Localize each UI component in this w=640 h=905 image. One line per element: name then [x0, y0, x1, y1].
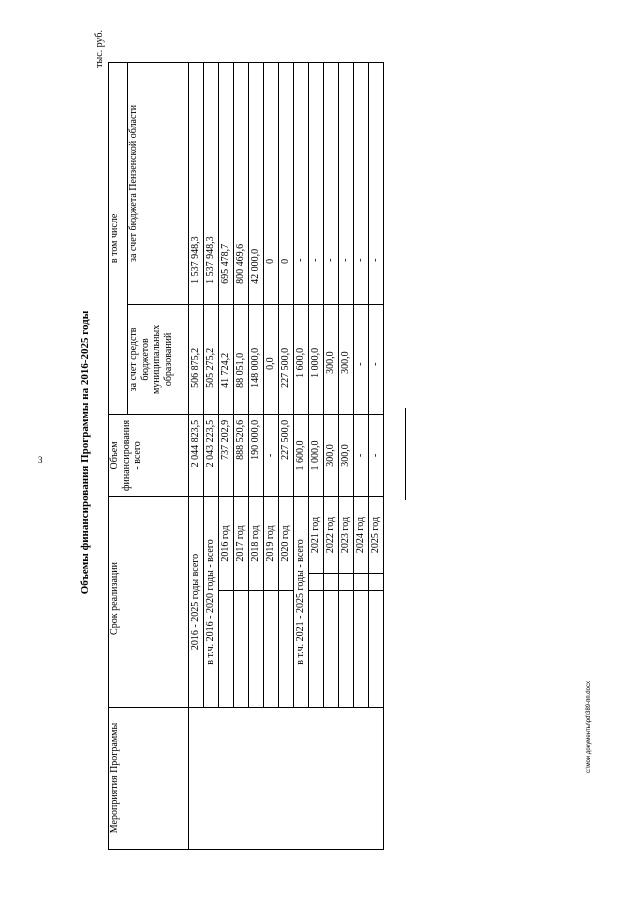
municipal-cell: 227 500,0: [279, 304, 294, 414]
municipal-cell: -: [354, 304, 369, 414]
municipal-cell: -: [369, 304, 384, 414]
total-cell: 300,0: [339, 414, 354, 496]
total-cell: -: [354, 414, 369, 496]
total-cell: -: [264, 414, 279, 496]
regional-cell: -: [369, 62, 384, 304]
total-cell: -: [369, 414, 384, 496]
municipal-cell: 88 051,0: [234, 304, 249, 414]
table-header-row: [109, 62, 128, 849]
term-cell: 2023 год: [339, 497, 354, 574]
term-cell: в т.ч. 2021 - 2025 годы - всего: [294, 497, 309, 708]
term-cell: в т.ч. 2016 - 2020 годы - всего: [204, 497, 219, 708]
total-cell: 2 044 823,5: [189, 414, 204, 496]
regional-cell: -: [354, 62, 369, 304]
term-cell: 2025 год: [369, 497, 384, 574]
header-including: в том числе: [109, 62, 128, 414]
term-cell: 2020 год: [279, 497, 294, 591]
regional-cell: 0: [279, 62, 294, 304]
activity-cell: [189, 708, 384, 850]
total-cell: 1 600,0: [294, 414, 309, 496]
term-cell: 2016 - 2025 годы всего: [189, 497, 204, 708]
municipal-cell: 0,0: [264, 304, 279, 414]
term-cell: 2016 год: [219, 497, 234, 591]
financing-table: [108, 62, 384, 850]
header-municipal: за счет средств бюджетов муниципальных образований: [128, 304, 189, 414]
municipal-cell: 1 600,0: [294, 304, 309, 414]
term-cell: 2017 год: [234, 497, 249, 591]
municipal-cell: 148 000,0: [249, 304, 264, 414]
total-cell: 2 043 223,5: [204, 414, 219, 496]
header-activity: Мероприятия Программы: [109, 708, 189, 850]
regional-cell: 42 000,0: [249, 62, 264, 304]
total-cell: 227 500,0: [279, 414, 294, 496]
header-total: Объем финансирования - всего: [109, 414, 189, 496]
municipal-cell: 300,0: [324, 304, 339, 414]
regional-cell: 695 478,7: [219, 62, 234, 304]
page-number: 3: [38, 455, 43, 465]
regional-cell: 1 537 948,3: [204, 62, 219, 304]
regional-cell: -: [309, 62, 324, 304]
header-regional: за счет бюджета Пензенской области: [128, 62, 189, 304]
table-row: [189, 62, 204, 849]
total-cell: 190 000,0: [249, 414, 264, 496]
regional-cell: 800 469,6: [234, 62, 249, 304]
term-cell: 2024 год: [354, 497, 369, 574]
regional-cell: 0: [264, 62, 279, 304]
municipal-cell: 506 875,2: [189, 304, 204, 414]
units-label: тыс. руб.: [94, 30, 105, 68]
regional-cell: 1 537 948,3: [189, 62, 204, 304]
municipal-cell: 505 275,2: [204, 304, 219, 414]
total-cell: 1 000,0: [309, 414, 324, 496]
total-cell: 737 202,9: [219, 414, 234, 496]
footer-file-path: c:\мои документы\рd\389-пп.docx: [586, 681, 592, 773]
regional-cell: -: [339, 62, 354, 304]
term-cell: 2019 год: [264, 497, 279, 591]
total-cell: 888 520,6: [234, 414, 249, 496]
municipal-cell: 300,0: [339, 304, 354, 414]
term-cell: 2022 год: [324, 497, 339, 574]
term-cell: 2018 год: [249, 497, 264, 591]
regional-cell: -: [294, 62, 309, 304]
municipal-cell: 41 724,2: [219, 304, 234, 414]
total-cell: 300,0: [324, 414, 339, 496]
document-title: Объемы финансирования Программы на 2016-2025 годы: [79, 310, 91, 595]
regional-cell: -: [324, 62, 339, 304]
municipal-cell: 1 000,0: [309, 304, 324, 414]
term-cell: 2021 год: [309, 497, 324, 574]
header-term: Срок реализации: [109, 497, 189, 708]
separator-line: [405, 408, 406, 500]
